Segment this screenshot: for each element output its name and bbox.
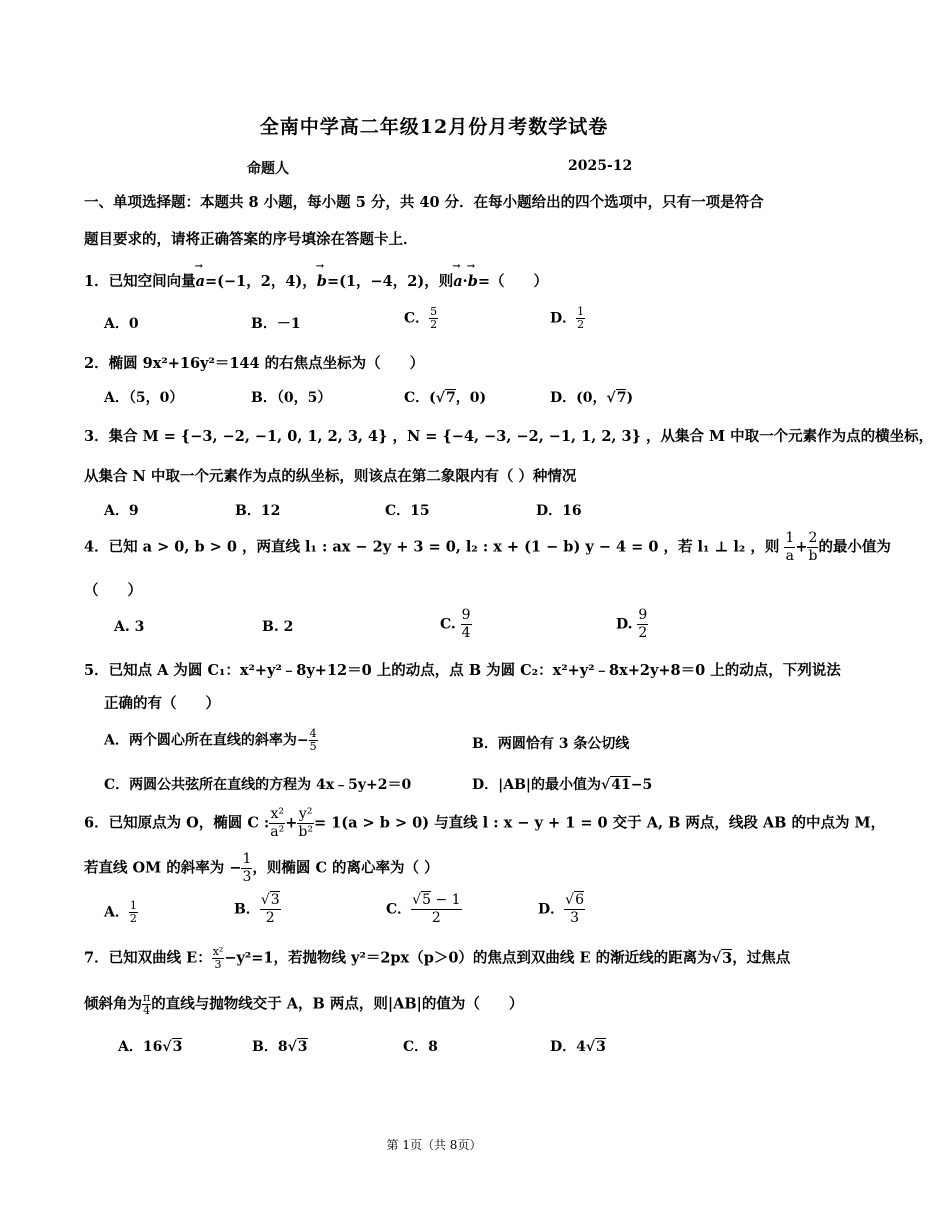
- question-5-option-a: A．两个圆心所在直线的斜率为− $\frac{4}{5}$: [104, 727, 317, 753]
- question-1-option-a: A．0: [104, 316, 139, 332]
- section-instructions-line2: 题目要求的，请将正确答案的序号填涂在答题卡上．: [84, 231, 418, 248]
- question-2-option-a: A．（5，0）: [104, 390, 184, 406]
- exam-date: 2025-12: [568, 158, 633, 174]
- question-2-option-c: C．(√7，0): [404, 390, 487, 406]
- question-4-option-a: A. 3: [114, 619, 145, 635]
- question-3-option-a: A．9: [104, 503, 139, 519]
- question-1-option-b: B．－1: [251, 316, 301, 332]
- question-5-option-c: C．两圆公共弦所在直线的方程为 4x﹣5y+2＝0: [104, 777, 412, 793]
- section-instructions-line1: 一、单项选择题：本题共 8 小题，每小题 5 分，共 40 分．在每小题给出的四个选项中，只有一项是符合: [84, 194, 764, 211]
- question-7-option-a: A．16√3: [118, 1039, 183, 1055]
- vector-b-symbol: → b: [317, 273, 327, 290]
- question-2-option-d: D．(0，√7): [550, 390, 634, 406]
- question-7-option-b: B．8√3: [252, 1039, 308, 1055]
- page-title: 全南中学高二年级12月份月考数学试卷: [259, 116, 609, 138]
- question-2-option-b: B．（0，5）: [251, 390, 332, 406]
- question-3-option-b: B．12: [235, 503, 281, 519]
- question-1-option-c: C． $\frac{5}{2}$: [404, 305, 438, 331]
- question-3-stem-line1: 3．集合 M = {−3, −2, −1, 0, 1, 2, 3, 4} ，N = {−4, −3, −2, −1, 1, 2, 3} ，从集合 M 中取一个元素作为点的横坐标，: [84, 428, 933, 445]
- question-6-option-a: A． $\frac{1}{2}$: [104, 899, 137, 925]
- question-3-option-d: D．16: [536, 503, 582, 519]
- question-4-stem-line1: 4．已知 a > 0, b > 0 ，两直线 l₁ : ax − 2y + 3 = 0, l₂ : x + (1 − b) y − 4 = 0 ，若 l₁ ⊥ l₂ ，则 $\frac{1}{a}$ + $\frac{2}{b}$ 的最小值为: [84, 530, 891, 564]
- vector-a-symbol: → a: [196, 273, 205, 290]
- question-6-option-d: D． $\frac{√6}{3}$: [538, 892, 584, 926]
- question-6-stem-line2: 若直线 OM 的斜率为 − $\frac{1}{3}$ ，则椭圆 C 的离心率为（ ）: [84, 851, 439, 885]
- question-5-option-b: B．两圆恰有 3 条公切线: [472, 736, 630, 752]
- question-7-stem-line1: 7．已知双曲线 E： $\frac{\text{x²}}{3}$ −y²=1，若抛物线 y²＝2px（p＞0）的焦点到双曲线 E 的渐近线的距离为√3，过焦点: [84, 945, 791, 971]
- question-2-stem: 2．椭圆 9x²+16y²＝144 的右焦点坐标为（ ）: [84, 355, 425, 372]
- author-label: 命题人: [247, 161, 289, 177]
- page-number-footer: 第 1页（共 8页）: [386, 1138, 482, 1152]
- question-6-stem-line1: 6．已知原点为 O，椭圆 C : $\frac{\text{x²}}{\text{a²}}$ + $\frac{\text{y²}}{\text{b²}}$ = 1(a > b > 0) 与直线 l : x − y + 1 = 0 交于 A, B 两点，线段 AB 的中点为 M，: [84, 806, 886, 840]
- question-7-option-c: C．8: [403, 1039, 438, 1055]
- question-3-option-c: C．15: [385, 503, 430, 519]
- question-5-stem-line2: 正确的有（ ）: [104, 695, 220, 712]
- question-4-option-b: B. 2: [262, 619, 294, 635]
- question-3-stem-line2: 从集合 N 中取一个元素作为点的纵坐标，则该点在第二象限内有（ ）种情况: [84, 468, 577, 485]
- question-4-option-d: D. $\frac{9}{2}$: [616, 607, 648, 641]
- question-5-option-d: D．|AB|的最小值为√41−5: [472, 777, 653, 793]
- question-1-option-d: D． $\frac{1}{2}$: [550, 305, 585, 331]
- question-4-option-c: C. $\frac{9}{4}$: [440, 607, 471, 641]
- question-1-stem: 1．已知空间向量→ a=(−1，2，4)，→ b=(1，−4，2)，则→ a·→ b=（ ）: [84, 270, 548, 291]
- question-7-stem-line2: 倾斜角为 $\frac{\pi}{4}$ 的直线与抛物线交于 A，B 两点，则|AB|的值为（ ）: [84, 991, 524, 1017]
- question-4-stem-line2: （ ）: [84, 582, 142, 599]
- question-7-option-d: D．4√3: [550, 1039, 606, 1055]
- question-6-option-b: B． $\frac{√3}{2}$: [234, 892, 280, 926]
- question-5-stem-line1: 5．已知点 A 为圆 C₁：x²+y²﹣8y+12＝0 上的动点，点 B 为圆 C₂：x²+y²﹣8x+2y+8＝0 上的动点，下列说法: [84, 662, 841, 679]
- question-6-option-c: C． $\frac{√5 - 1}{2}$: [386, 892, 461, 926]
